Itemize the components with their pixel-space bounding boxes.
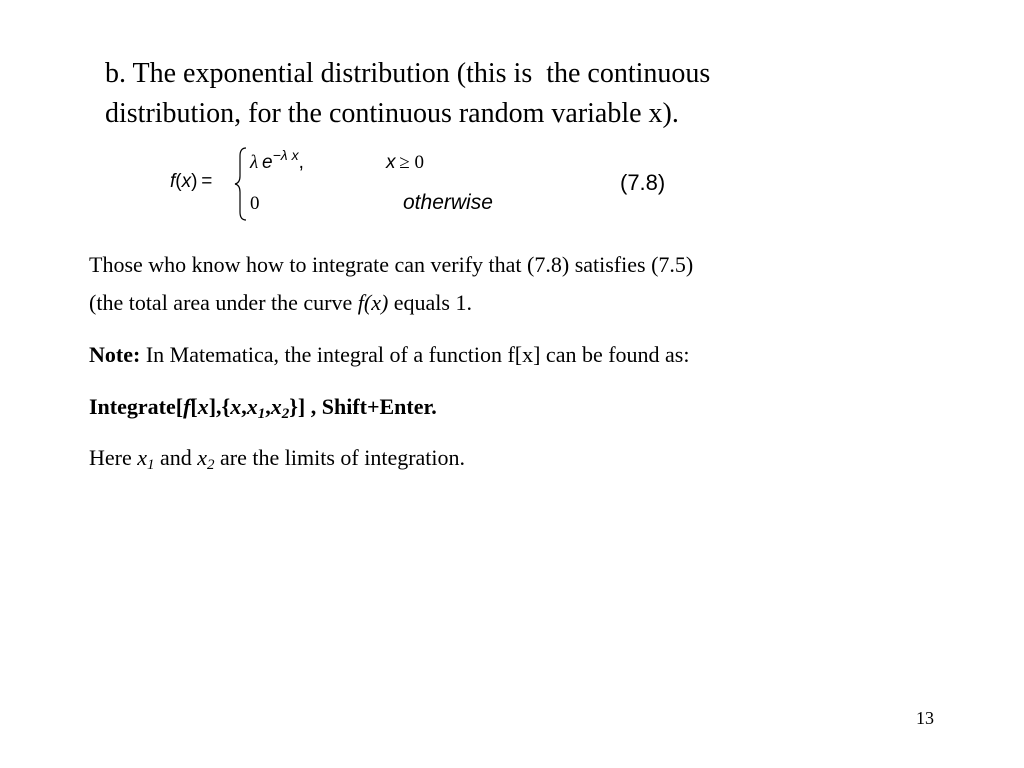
limits-x2: x <box>197 445 208 470</box>
paragraph-function-ref: f(x) <box>357 290 389 315</box>
cmd-comma-1: , <box>241 394 247 419</box>
equation-lhs <box>170 171 212 193</box>
eq-exponential-e: e <box>262 152 273 173</box>
note-line <box>89 341 690 369</box>
limits-x1-sub: 1 <box>147 457 155 473</box>
eq-comma: , <box>298 152 304 173</box>
heading-line-1: b. The exponential distribution (this is the continuous <box>105 58 711 89</box>
equation-case-1 <box>250 147 304 174</box>
limits-x1: x <box>137 445 148 470</box>
cmd-x1-sub: 1 <box>257 406 266 422</box>
cmd-part-1: Integrate[ <box>89 394 184 419</box>
eq-variable: x <box>181 171 192 192</box>
limits-x2-sub: 2 <box>207 457 215 473</box>
eq-cond-variable: x <box>386 152 396 173</box>
note-label: Note: <box>89 342 141 367</box>
limits-mid: and <box>154 445 198 470</box>
eq-close-paren: ) <box>191 171 198 192</box>
heading-line-2: distribution, for the continuous random variable x). <box>105 98 679 129</box>
paragraph-line-2-post: equals 1. <box>388 290 472 315</box>
cmd-x2: x <box>270 394 282 419</box>
equation-number: (7.8) <box>620 170 666 195</box>
paragraph-line-2 <box>89 289 472 317</box>
eq-exponent: −λ x <box>272 147 299 163</box>
cmd-part-2: [ <box>190 394 198 419</box>
limits-line <box>89 444 465 472</box>
eq-zero-value: 0 <box>250 193 260 214</box>
cmd-x-var: x <box>230 394 242 419</box>
page-number: 13 <box>916 708 934 728</box>
paragraph-line-2-pre: (the total area under the curve <box>89 290 358 315</box>
cmd-x1: x <box>246 394 258 419</box>
integrate-command <box>89 393 437 421</box>
eq-function-name: f <box>170 171 176 192</box>
cmd-part-3: ],{ <box>208 394 231 419</box>
cmd-x2-sub: 2 <box>281 406 290 422</box>
piecewise-brace <box>234 146 248 222</box>
cmd-comma-2: , <box>265 394 271 419</box>
cmd-part-4: }] , Shift+Enter. <box>289 394 437 419</box>
paragraph-line-1: Those who know how to integrate can verify that (7.8) satisfies (7.5) <box>89 252 694 277</box>
equation-condition-1 <box>386 152 424 174</box>
cmd-f: f <box>183 394 191 419</box>
eq-cond-relation: ≥ 0 <box>399 152 424 173</box>
note-text: In Matematica, the integral of a function f[x] can be found as: <box>140 342 690 367</box>
cmd-x: x <box>197 394 209 419</box>
equation-case-2 <box>250 193 260 215</box>
eq-open-paren: ( <box>175 171 182 192</box>
equation-condition-2: otherwise <box>403 191 493 214</box>
limits-pre: Here <box>89 445 138 470</box>
eq-lambda: λ <box>250 152 259 173</box>
limits-post: are the limits of integration. <box>214 445 466 470</box>
eq-equals-sign: = <box>201 171 213 192</box>
slide-heading <box>105 54 925 134</box>
